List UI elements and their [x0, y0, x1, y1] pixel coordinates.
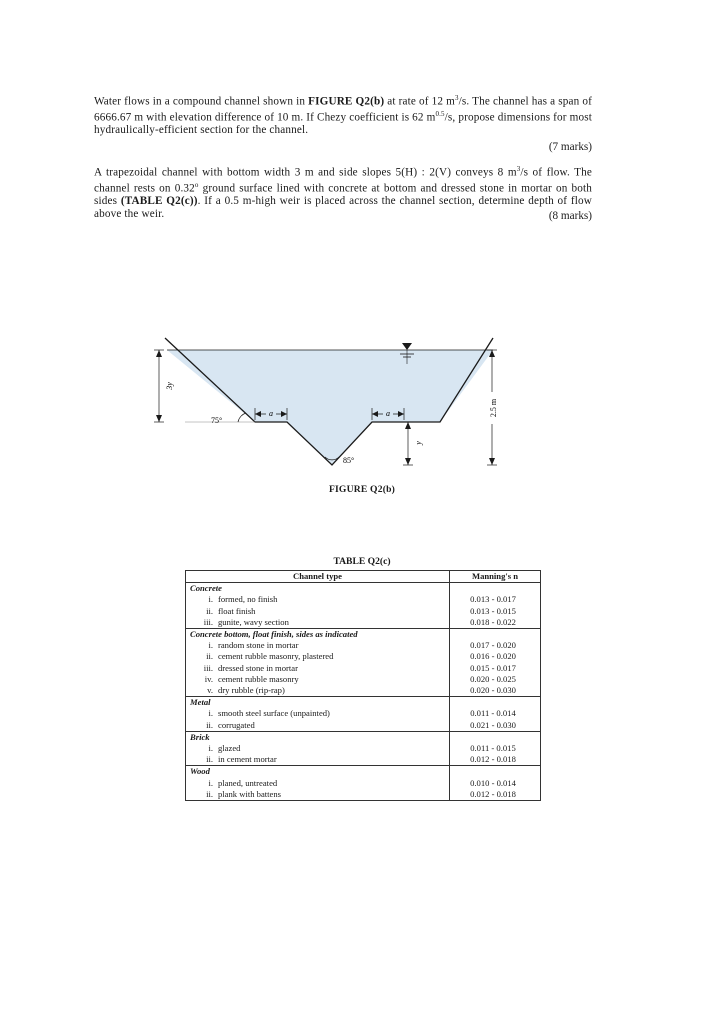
row-label: glazed — [218, 743, 241, 754]
row-number: i. — [208, 640, 213, 651]
table-row — [186, 663, 541, 674]
table-row — [186, 640, 541, 651]
dim-a-left-label: a — [269, 409, 273, 418]
header-mannings-n: Manning's n — [450, 571, 541, 583]
row-n-value: 0.016 - 0.020 — [450, 651, 541, 662]
row-number: i. — [208, 594, 213, 605]
table-caption: TABLE Q2(c) — [333, 556, 391, 567]
dim-bottom-label: y — [414, 441, 423, 445]
row-n-value: 0.013 - 0.015 — [450, 606, 541, 617]
row-label: in cement mortar — [218, 754, 277, 765]
row-number: ii. — [206, 788, 213, 799]
water-area — [167, 350, 493, 465]
row-label: corrugated — [218, 719, 255, 730]
table-group-row — [186, 697, 541, 709]
superscript: 3 — [516, 165, 521, 173]
row-label: cement rubble masonry, plastered — [218, 651, 334, 662]
group-name: Brick — [186, 731, 450, 743]
q2b-mid2-text: /s. The channel has a span of 6666.67 m with elevation difference of 10 m. If Chezy coefficient is 62 m — [94, 95, 593, 124]
table-group-row — [186, 629, 541, 641]
table-row — [186, 594, 541, 605]
row-n-value: 0.018 - 0.022 — [450, 617, 541, 629]
row-n-value: 0.020 - 0.025 — [450, 674, 541, 685]
row-label: dressed stone in mortar — [218, 662, 298, 673]
table-reference: (TABLE Q2(c)) — [120, 195, 198, 208]
compound-channel-figure — [150, 330, 510, 480]
table-row — [186, 754, 541, 766]
row-n-value: 0.010 - 0.014 — [450, 778, 541, 789]
q2c-lead-text: A trapezoidal channel with bottom width 3 m and side slopes 5(H) : 2(V) conveys 8 m — [94, 166, 517, 179]
row-n-value: 0.011 - 0.014 — [450, 708, 541, 719]
row-number: iii. — [203, 616, 213, 627]
q2c-mid-text: /s of flow. The channel rests on 0.32 — [94, 166, 592, 195]
table-row — [186, 606, 541, 617]
group-name: Metal — [186, 697, 450, 709]
table-row — [186, 743, 541, 754]
table-group-row — [186, 731, 541, 743]
row-label: planed, untreated — [218, 777, 278, 788]
group-name: Wood — [186, 766, 450, 778]
figure-reference: FIGURE Q2(b) — [308, 95, 385, 108]
q2c-marks: (8 marks) — [548, 210, 592, 222]
table-group-row — [186, 766, 541, 778]
figure-caption: FIGURE Q2(b) — [328, 484, 396, 495]
q2b-lead-text: Water flows in a compound channel shown in — [94, 95, 309, 108]
row-n-value: 0.012 - 0.018 — [450, 789, 541, 801]
q2c-mid2-text: ground surface lined with concrete at bottom and dressed stone in mortar on both sides — [94, 182, 592, 208]
table-group-row — [186, 583, 541, 595]
superscript: 3 — [454, 94, 459, 102]
row-n-value: 0.020 - 0.030 — [450, 685, 541, 697]
row-label: cement rubble masonry — [218, 673, 299, 684]
row-number: ii. — [206, 651, 213, 662]
dim-right-label: 2.5 m — [489, 398, 498, 418]
table-row — [186, 685, 541, 697]
group-name: Concrete bottom, float finish, sides as indicated — [186, 629, 450, 641]
header-channel-type: Channel type — [186, 571, 450, 583]
row-n-value: 0.017 - 0.020 — [450, 640, 541, 651]
q2b-mid-text: at rate of 12 m — [384, 95, 455, 108]
table-row — [186, 617, 541, 629]
q2b-marks: (7 marks) — [548, 141, 592, 153]
row-label: float finish — [218, 605, 256, 616]
row-n-value: 0.012 - 0.018 — [450, 754, 541, 766]
row-number: i. — [208, 708, 213, 719]
row-number: ii. — [206, 719, 213, 730]
q2c-tail-text: . If a 0.5 m-high weir is placed across the channel section, determine depth of flow above the weir. — [94, 195, 592, 220]
row-label: smooth steel surface (unpainted) — [218, 708, 330, 719]
row-number: ii. — [206, 754, 213, 765]
question-q2b-text — [94, 92, 592, 137]
table-row — [186, 778, 541, 789]
angle-arc-75 — [238, 413, 246, 422]
question-q2c-text — [94, 163, 592, 220]
q2b-tail-text: /s, propose dimensions for most hydraulically-efficient section for the channel. — [94, 111, 592, 137]
superscript: o — [194, 181, 199, 190]
row-n-value: 0.011 - 0.015 — [450, 743, 541, 754]
table-row — [186, 789, 541, 801]
table-row — [186, 674, 541, 685]
table-row — [186, 708, 541, 719]
table-row — [186, 720, 541, 732]
manning-table — [185, 570, 541, 801]
bottom-height-dimension — [403, 422, 413, 465]
row-label: formed, no finish — [218, 594, 278, 605]
row-n-value: 0.021 - 0.030 — [450, 720, 541, 732]
row-number: i. — [208, 777, 213, 788]
table-header-row — [186, 571, 541, 583]
dim-a-right-label: a — [386, 409, 390, 418]
superscript: 0.5 — [435, 110, 445, 119]
row-label: dry rubble (rip-rap) — [218, 685, 285, 696]
angle-75-label: 75° — [211, 416, 223, 425]
row-number: v. — [207, 685, 213, 696]
row-label: random stone in mortar — [218, 640, 299, 651]
row-label: plank with battens — [218, 788, 282, 799]
angle-85-label: 85° — [343, 456, 355, 465]
row-number: i. — [208, 743, 213, 754]
row-n-value: 0.015 - 0.017 — [450, 663, 541, 674]
left-height-dimension — [154, 350, 164, 422]
group-name: Concrete — [186, 583, 450, 595]
dim-left-label: 3y — [165, 382, 174, 390]
row-number: ii. — [206, 605, 213, 616]
row-number: iv. — [204, 673, 213, 684]
row-label: gunite, wavy section — [218, 616, 289, 627]
row-n-value: 0.013 - 0.017 — [450, 594, 541, 605]
row-number: iii. — [203, 662, 213, 673]
table-row — [186, 651, 541, 662]
